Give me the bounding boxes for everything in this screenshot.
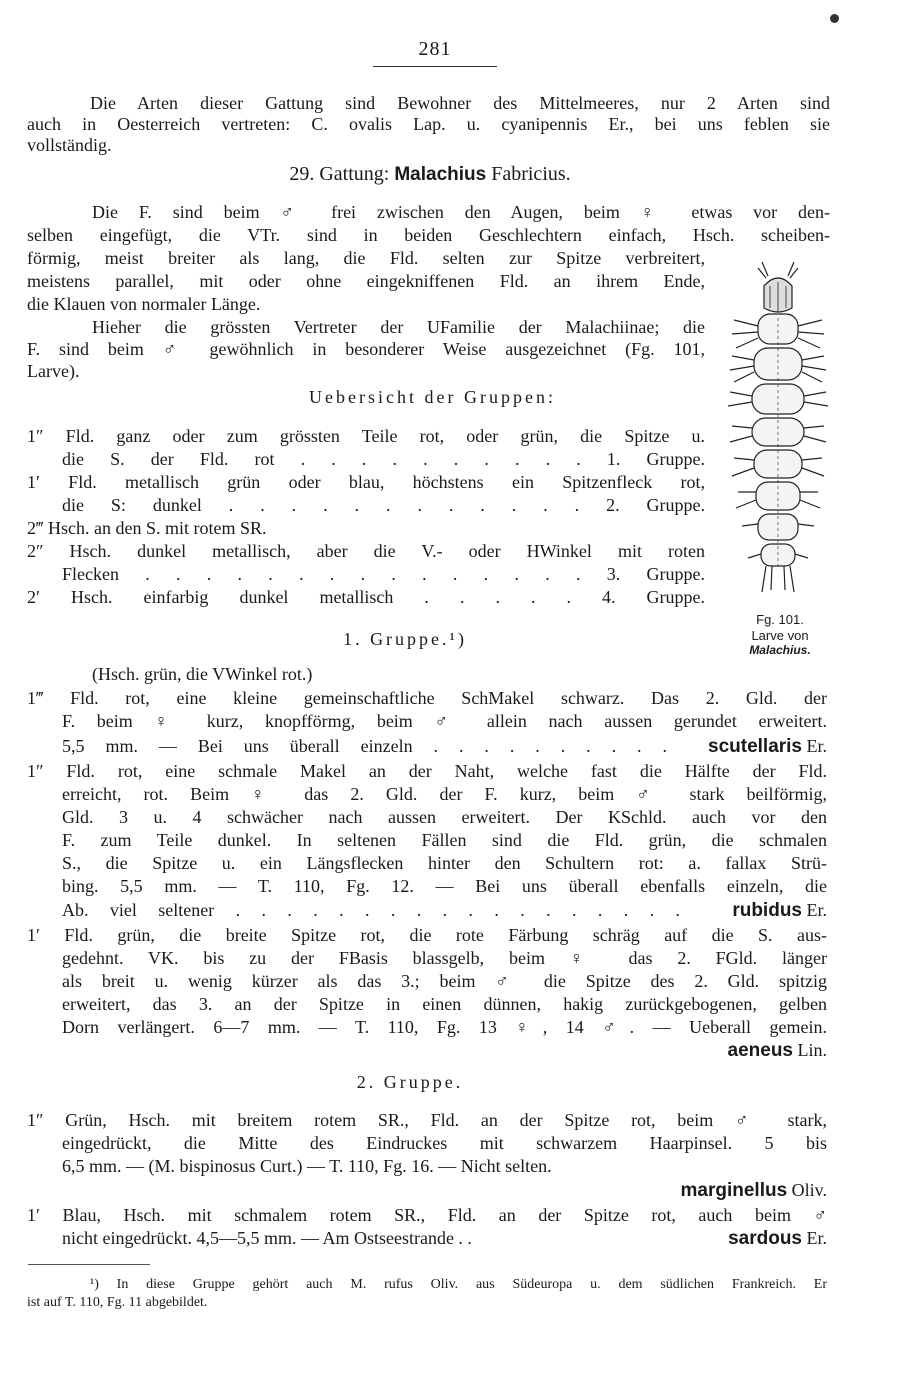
description-line: selben eingefügt, die VTr. sind in beiden Geschlechtern einfach, Hsch. scheiben- [27, 225, 830, 245]
intro-line: auch in Oesterreich vertreten: C. ovalis Lap. u. cyanipennis Er., bei uns feblen sie [27, 114, 830, 134]
key-line: 1″ Fld. ganz oder zum grössten Teile rot, oder grün, die Spitze u. [27, 426, 705, 446]
overview-heading: Uebersicht der Gruppen: [309, 387, 556, 407]
description-line: Die F. sind beim ♂ frei zwischen den Augen, beim ♀ etwas vor den- [92, 202, 830, 222]
species-rubidus: rubidus Er. [732, 900, 827, 921]
group1-line: F. zum Teile dunkel. In seltenen Fällen sind die Fld. grün, die schmalen [62, 830, 827, 850]
description-line: F. sind beim ♂ gewöhnlich in besonderer Weise ausgezeichnet (Fg. 101, [27, 339, 705, 359]
key-line: die S: dunkel . . . . . . . . . . . . 2. Gruppe. [62, 495, 705, 515]
group1-heading: 1. Gruppe.¹) [343, 629, 467, 649]
group1-line: 1″ Fld. rot, eine schmale Makel an der Naht, welche fast die Hälfte der Fld. [27, 761, 827, 781]
group1-line: Ab. viel seltener . . . . . . . . . . . . . . . . . . [62, 900, 680, 920]
group2-line: nicht eingedrückt. 4,5—5,5 mm. — Am Ostseestrande . . [62, 1228, 472, 1248]
footnote-line: ist auf T. 110, Fg. 11 abgebildet. [27, 1295, 208, 1310]
group1-line: 1′ Fld. grün, die breite Spitze rot, die rote Färbung schräg auf die S. aus- [27, 925, 827, 945]
group1-note: (Hsch. grün, die VWinkel rot.) [92, 664, 313, 684]
group1-line: bing. 5,5 mm. — T. 110, Fg. 12. — Bei uns überall ebenfalls einzeln, die [62, 876, 827, 896]
group2-heading: 2. Gruppe. [356, 1072, 464, 1092]
intro-line: Die Arten dieser Gattung sind Bewohner des Mittelmeeres, nur 2 Arten sind [90, 93, 830, 113]
group2-line: eingedrückt, die Mitte des Eindruckes mit schwarzem Haarpinsel. 5 bis [62, 1133, 827, 1153]
key-line: Flecken . . . . . . . . . . . . . . . 3. Gruppe. [62, 564, 705, 584]
group1-line: S., die Spitze u. ein Längsflecken hinter den Schultern rot: a. fallax Strü- [62, 853, 827, 873]
description-line: Larve). [27, 361, 80, 381]
genus-heading: 29. Gattung: Malachius Fabricius. [289, 163, 571, 185]
species-aeneus: aeneus Lin. [727, 1040, 827, 1061]
description-line: förmig, meist breiter als lang, die Fld. selten zur Spitze verbreitert, [27, 248, 705, 268]
key-line: 1′ Fld. metallisch grün oder blau, höchstens ein Spitzenfleck rot, [27, 472, 705, 492]
key-line: 2″ Hsch. dunkel metallisch, aber die V.- oder HWinkel mit roten [27, 541, 705, 561]
group1-line: erreicht, rot. Beim ♀ das 2. Gld. der F. kurz, beim ♂ stark beilförmig, [62, 784, 827, 804]
figure-caption: Larve von [751, 628, 809, 643]
key-line: die S. der Fld. rot . . . . . . . . . . 1. Gruppe. [62, 449, 705, 469]
group2-line: 1″ Grün, Hsch. mit breitem rotem SR., Fld. an der Spitze rot, beim ♂ stark, [27, 1110, 827, 1130]
intro-line: vollständig. [27, 135, 112, 155]
group1-line: 5,5 mm. — Bei uns überall einzeln . . . . . . . . . . [62, 736, 667, 756]
species-scutellaris: scutellaris Er. [708, 736, 827, 757]
group1-line: 1‴ Fld. rot, eine kleine gemeinschaftliche SchMakel schwarz. Das 2. Gld. der [27, 688, 827, 708]
description-line: Hieher die grössten Vertreter der UFamilie der Malachiinae; die [92, 317, 705, 337]
larva-figure [726, 256, 830, 606]
group1-line: Dorn verlängert. 6—7 mm. — T. 110, Fg. 13 ♀, 14 ♂. — Ueberall gemein. [62, 1017, 827, 1037]
footnote-rule [28, 1264, 150, 1265]
figure-taxon: Malachius. [749, 643, 811, 657]
species-sardous: sardous Er. [728, 1228, 827, 1249]
group1-line: erweitert, das 3. an der Spitze in einen dünnen, hakig zurückgebogenen, gelben [62, 994, 827, 1014]
description-line: die Klauen von normaler Länge. [27, 294, 261, 314]
group2-line: 1′ Blau, Hsch. mit schmalem rotem SR., Fld. an der Spitze rot, auch beim ♂ [27, 1205, 827, 1225]
ink-speck [830, 14, 839, 23]
group2-line: 6,5 mm. — (M. bispinosus Curt.) — T. 110, Fg. 16. — Nicht selten. [62, 1156, 552, 1176]
figure-label: Fg. 101. [756, 612, 804, 627]
species-marginellus: marginellus Oliv. [680, 1180, 827, 1201]
group1-line: als breit u. wenig kürzer als das 3.; beim ♂ die Spitze des 2. Gld. spitzig [62, 971, 827, 991]
description-line: meistens parallel, mit oder ohne eingekniffenen Fld. an ihrem Ende, [27, 271, 705, 291]
page-number-rule [373, 66, 497, 67]
footnote-line: ¹) In diese Gruppe gehört auch M. rufus Oliv. aus Südeuropa u. dem südlichen Frankreich. Er [90, 1277, 827, 1292]
group1-line: Gld. 3 u. 4 schwächer nach aussen erweitert. Der KSchld. auch vor den [62, 807, 827, 827]
key-line: 2′ Hsch. einfarbig dunkel metallisch . . . . . 4. Gruppe. [27, 587, 705, 607]
page-number: 281 [418, 38, 452, 60]
group1-line: F. beim ♀ kurz, knopfförmg, beim ♂ allein nach aussen gerundet erweitert. [62, 711, 827, 731]
group1-line: gedehnt. VK. bis zu der FBasis blassgelb, beim ♀ das 2. FGld. länger [62, 948, 827, 968]
key-line: 2‴ Hsch. an den S. mit rotem SR. [27, 518, 267, 538]
